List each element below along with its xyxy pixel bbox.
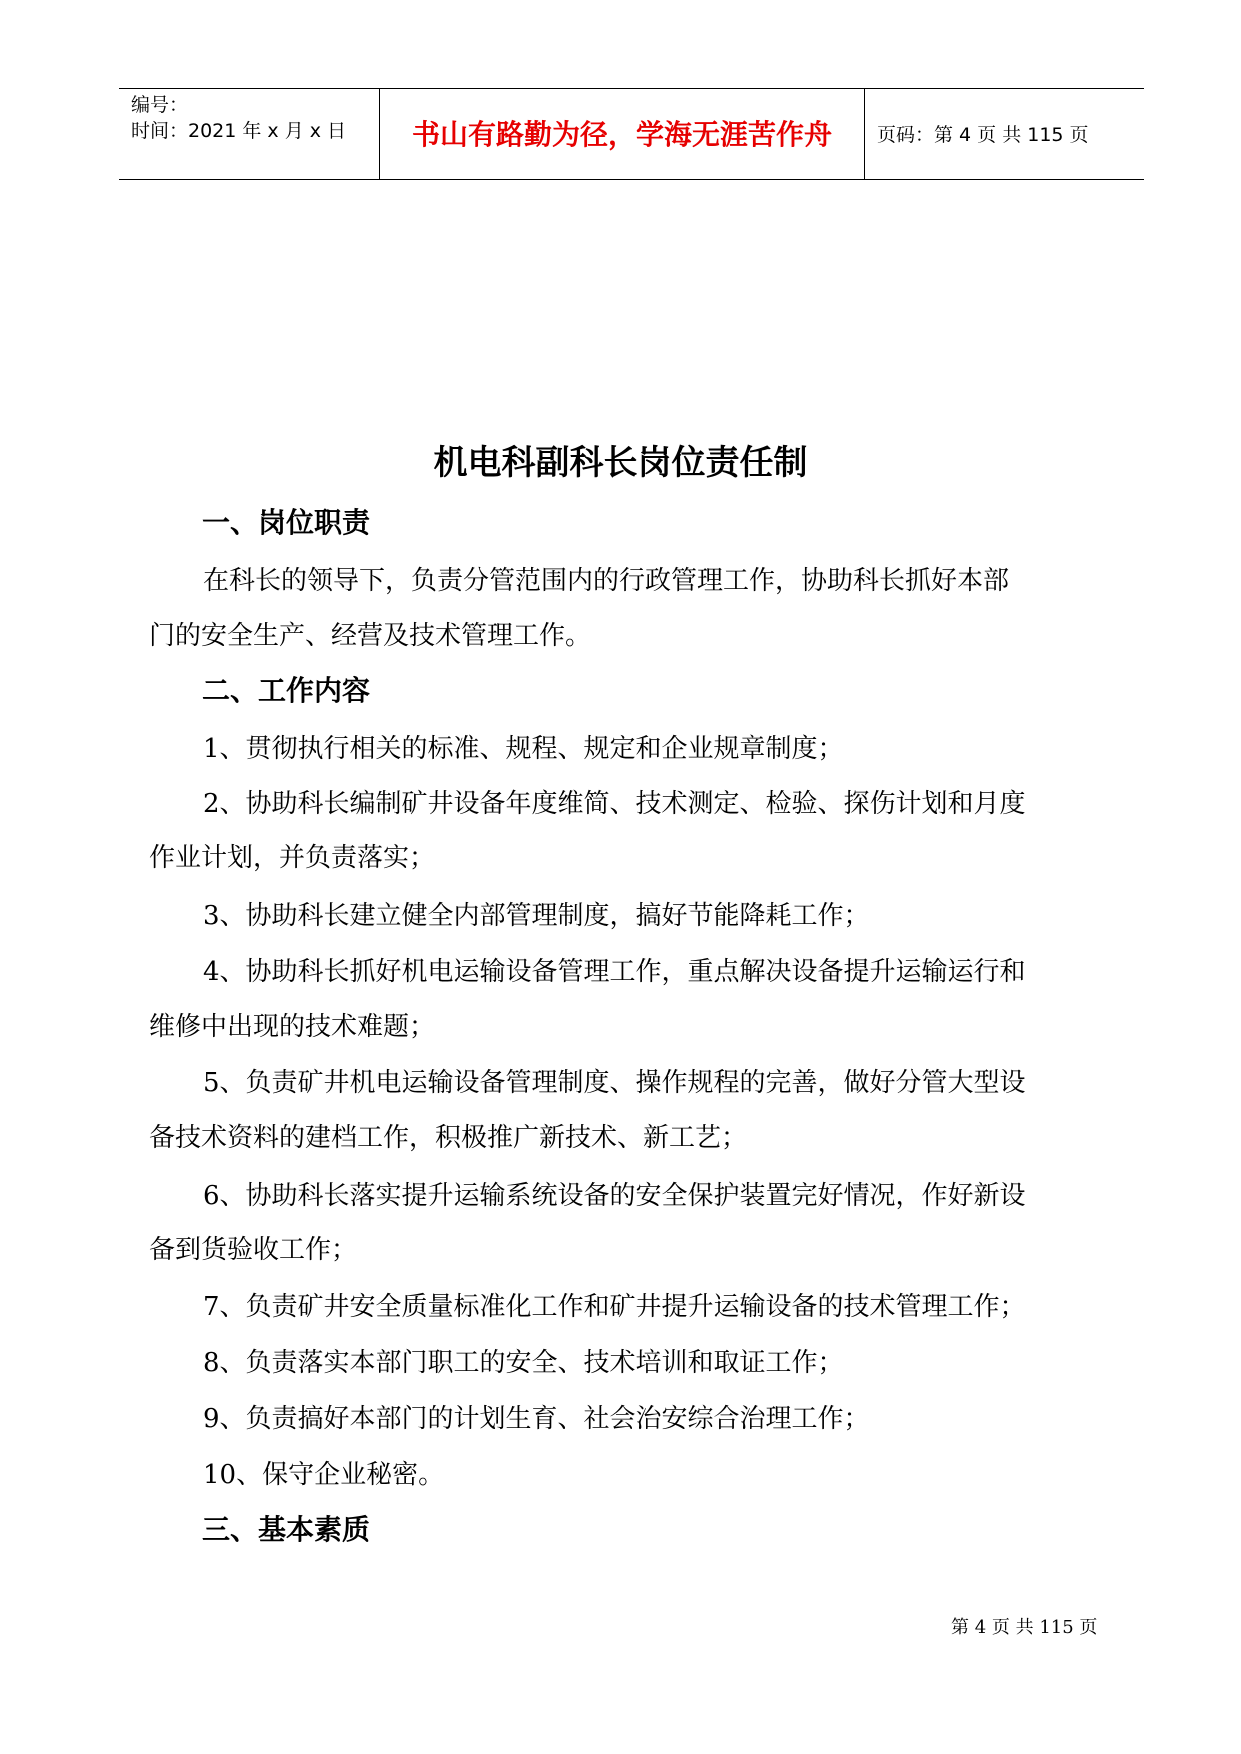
list-item: 2、协助科长编制矿井设备年度维简、技术测定、检验、探伤计划和月度: [203, 789, 1026, 819]
list-item: 6、协助科长落实提升运输系统设备的安全保护装置完好情况，作好新设: [203, 1181, 1026, 1211]
section-heading-qualities: 三、基本素质: [202, 1513, 371, 1546]
list-item-continuation: 作业计划，并负责落实；: [149, 843, 436, 873]
list-item-continuation: 维修中出现的技术难题；: [149, 1012, 436, 1042]
section-heading-work-content: 二、工作内容: [202, 674, 371, 707]
list-item-continuation: 备到货验收工作；: [149, 1235, 358, 1265]
list-item: 5、负责矿井机电运输设备管理制度、操作规程的完善，做好分管大型设: [203, 1068, 1026, 1098]
list-item: 4、协助科长抓好机电运输设备管理工作，重点解决设备提升运输运行和: [203, 957, 1026, 987]
document-time-label: 时间：2021 年 x 月 x 日: [131, 120, 347, 142]
document-number-label: 编号：: [131, 94, 189, 116]
page-footer: 第 4 页 共 115 页: [951, 1617, 1098, 1638]
header-info-cell: [119, 89, 379, 179]
list-item: 3、协助科长建立健全内部管理制度，搞好节能降耗工作；: [203, 901, 870, 931]
list-item: 8、负责落实本部门职工的安全、技术培训和取证工作；: [203, 1348, 844, 1378]
header-motto-cell: [379, 89, 865, 179]
list-item-continuation: 备技术资料的建档工作，积极推广新技术、新工艺；: [149, 1123, 748, 1153]
list-item: 9、负责搞好本部门的计划生育、社会治安综合治理工作；: [203, 1404, 870, 1434]
header-page-cell: [865, 89, 1144, 179]
list-item: 1、贯彻执行相关的标准、规程、规定和企业规章制度；: [203, 734, 844, 764]
list-item: 7、负责矿井安全质量标准化工作和矿井提升运输设备的技术管理工作；: [203, 1292, 1026, 1322]
header-motto: 书山有路勤为径，学海无涯苦作舟: [411, 118, 832, 151]
list-item: 10、保守企业秘密。: [203, 1460, 445, 1490]
section-heading-duties: 一、岗位职责: [202, 506, 371, 539]
document-title: 机电科副科长岗位责任制: [433, 443, 808, 483]
paragraph-line: 门的安全生产、经营及技术管理工作。: [149, 621, 592, 651]
document-header: [119, 88, 1144, 180]
header-page-code: 页码：第 4 页 共 115 页: [877, 124, 1089, 146]
paragraph-line: 在科长的领导下，负责分管范围内的行政管理工作，协助科长抓好本部: [203, 566, 1010, 596]
